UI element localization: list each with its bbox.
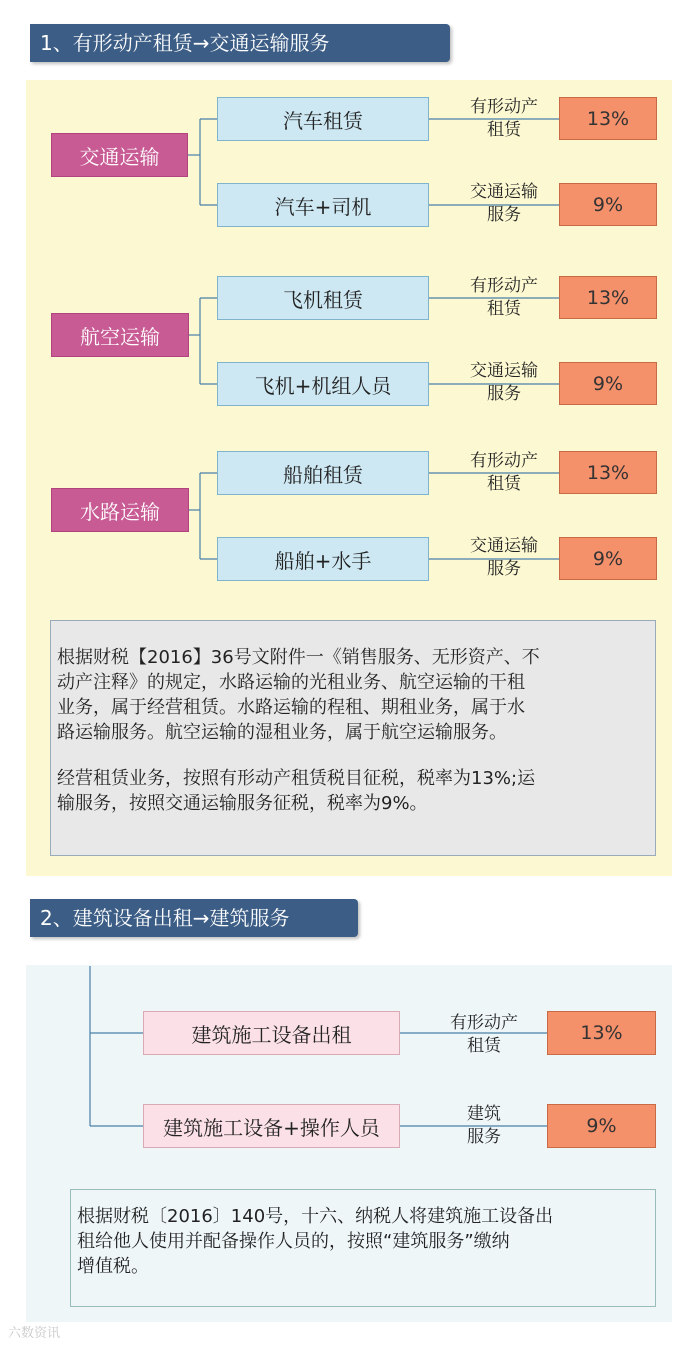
section2-title: 2、建筑设备出租→建筑服务 bbox=[30, 899, 358, 937]
category-waterway: 水路运输 bbox=[51, 488, 189, 532]
note-paragraph: 根据财税〔2016〕140号，十六、纳税人将建筑施工设备出 租给他人使用并配备操作人员的，按照“建筑服务”缴纳 增值税。 bbox=[77, 1206, 554, 1277]
option-construction-equipment-rental: 建筑施工设备出租 bbox=[143, 1011, 400, 1055]
tax-label-tangible-lease: 有形动产 租赁 bbox=[450, 1013, 518, 1056]
tax-label-tangible-lease: 有形动产 租赁 bbox=[470, 276, 538, 319]
section2-note bbox=[70, 1189, 656, 1307]
category-transport: 交通运输 bbox=[51, 133, 188, 177]
option-aircraft-rental: 飞机租赁 bbox=[217, 276, 429, 320]
option-aircraft-crew: 飞机+机组人员 bbox=[217, 362, 429, 406]
rate-13: 13% bbox=[559, 276, 657, 319]
option-construction-equipment-operator: 建筑施工设备+操作人员 bbox=[143, 1104, 400, 1148]
rate-9: 9% bbox=[559, 362, 657, 405]
option-ship-crew: 船舶+水手 bbox=[217, 537, 429, 581]
watermark-logo: 六数资讯 bbox=[8, 1326, 61, 1341]
rate-9: 9% bbox=[559, 537, 657, 580]
rate-13: 13% bbox=[547, 1011, 656, 1055]
rate-9: 9% bbox=[559, 183, 657, 226]
note-paragraph: 经营租赁业务，按照有形动产租赁税目征税，税率为13%;运 输服务，按照交通运输服务征税，税率为9%。 bbox=[57, 768, 536, 814]
option-car-driver: 汽车+司机 bbox=[217, 183, 429, 227]
tax-label-transport-service: 交通运输 服务 bbox=[470, 361, 538, 404]
rate-9: 9% bbox=[547, 1104, 656, 1148]
tax-label-construction-service: 建筑 服务 bbox=[467, 1104, 501, 1147]
option-car-rental: 汽车租赁 bbox=[217, 97, 429, 141]
note-paragraph: 根据财税【2016】36号文附件一《销售服务、无形资产、不 动产注释》的规定，水路运输的光租业务、航空运输的干租 业务，属于经营租赁。水路运输的程租、期租业务，属于水 路运输服务。航空运输的湿租业务，属于航空运输服务。 bbox=[57, 647, 540, 743]
tax-label-transport-service: 交通运输 服务 bbox=[470, 536, 538, 579]
option-ship-rental: 船舶租赁 bbox=[217, 451, 429, 495]
category-aviation: 航空运输 bbox=[51, 313, 189, 357]
rate-13: 13% bbox=[559, 451, 657, 494]
tax-label-transport-service: 交通运输 服务 bbox=[470, 182, 538, 225]
rate-13: 13% bbox=[559, 97, 657, 140]
section1-title: 1、有形动产租赁→交通运输服务 bbox=[30, 24, 450, 62]
tax-label-tangible-lease: 有形动产 租赁 bbox=[470, 451, 538, 494]
tax-label-tangible-lease: 有形动产 租赁 bbox=[470, 97, 538, 140]
